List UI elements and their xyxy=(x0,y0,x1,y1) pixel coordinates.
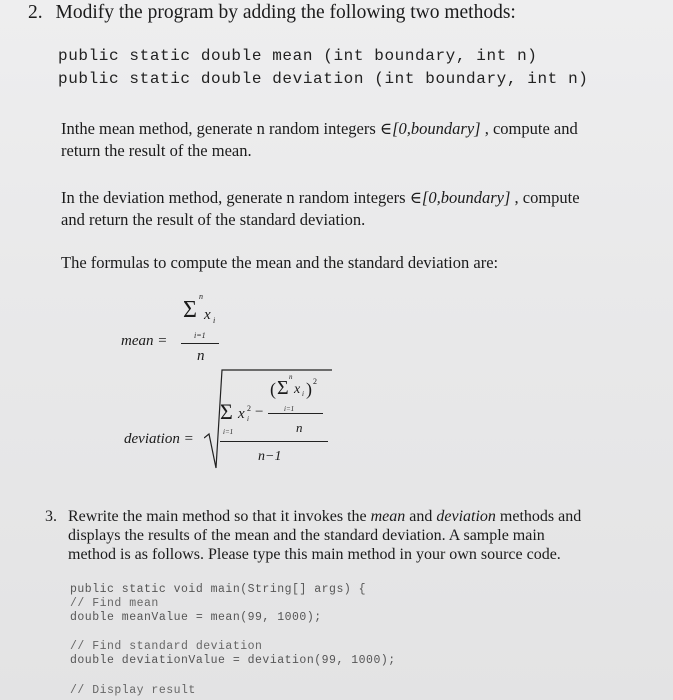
range-set: ∈[0,boundary] xyxy=(379,119,481,138)
range-set: ∈[0,boundary] xyxy=(409,188,511,207)
deviation-label: deviation = xyxy=(124,431,194,447)
sum-lower-limit: i=1 xyxy=(284,405,295,413)
code-line-6: double deviationValue = deviation(99, 1000); xyxy=(70,654,396,667)
x-variable: x xyxy=(294,382,301,397)
deviation-method-paragraph: In the deviation method, generate n random integers ∈[0,boundary] , compute and return the result of the standard deviation. xyxy=(61,188,580,229)
superscript-2: 2 xyxy=(247,404,251,413)
sigma-symbol: Σ xyxy=(220,399,233,424)
subscript-i: i xyxy=(213,316,216,325)
close-paren: ) xyxy=(306,379,312,399)
question-text: Modify the program by adding the following two methods: xyxy=(55,2,516,23)
signature-mean: public static double mean (int boundary, int n) xyxy=(58,47,538,65)
sigma-symbol: Σ xyxy=(183,297,197,323)
code-line-2: // Find mean xyxy=(70,597,159,610)
subscript-i: i xyxy=(247,415,249,423)
open-paren: ( xyxy=(270,379,276,399)
term-deviation: deviation xyxy=(436,508,496,525)
term-mean: mean xyxy=(370,508,406,525)
question-number: 2. xyxy=(28,2,43,23)
x-variable: x xyxy=(204,307,211,323)
mean-method-paragraph: Inthe mean method, generate n random integers ∈[0,boundary] , compute and return the result of the mean. xyxy=(61,119,578,160)
question-3-line-3: method is as follows. Please type this main method in your own source code. xyxy=(68,546,561,563)
mean-label: mean = xyxy=(121,333,168,349)
code-line-8: // Display result xyxy=(70,684,196,697)
sum-upper-limit: n xyxy=(289,373,293,381)
x-variable: x xyxy=(238,406,245,422)
subscript-i: i xyxy=(302,390,304,398)
question-3-line-2: displays the results of the mean and the standard deviation. A sample main xyxy=(68,527,545,544)
question-number: 3. xyxy=(45,508,57,525)
code-line-1: public static void main(String[] args) { xyxy=(70,583,367,596)
code-line-3: double meanValue = mean(99, 1000); xyxy=(70,611,322,624)
sum-lower-limit: i=1 xyxy=(194,331,206,340)
inner-fraction-bar xyxy=(268,413,323,414)
question-3-line-1: Rewrite the main method so that it invokes the mean and deviation methods and xyxy=(68,508,582,525)
superscript-2: 2 xyxy=(313,377,317,386)
main-fraction-bar xyxy=(220,441,328,442)
sum-lower-limit: i=1 xyxy=(223,428,234,436)
sum-upper-limit: n xyxy=(199,292,203,301)
signature-deviation: public static double deviation (int boundary, int n) xyxy=(58,70,589,88)
minus-sign: − xyxy=(255,404,264,420)
code-line-5: // Find standard deviation xyxy=(70,640,263,653)
sigma-symbol: Σ xyxy=(277,377,289,399)
outer-denominator: n−1 xyxy=(258,449,282,464)
inner-denominator: n xyxy=(296,420,303,435)
formulas-intro: The formulas to compute the mean and the standard deviation are: xyxy=(61,253,499,272)
mean-denominator: n xyxy=(197,348,205,364)
